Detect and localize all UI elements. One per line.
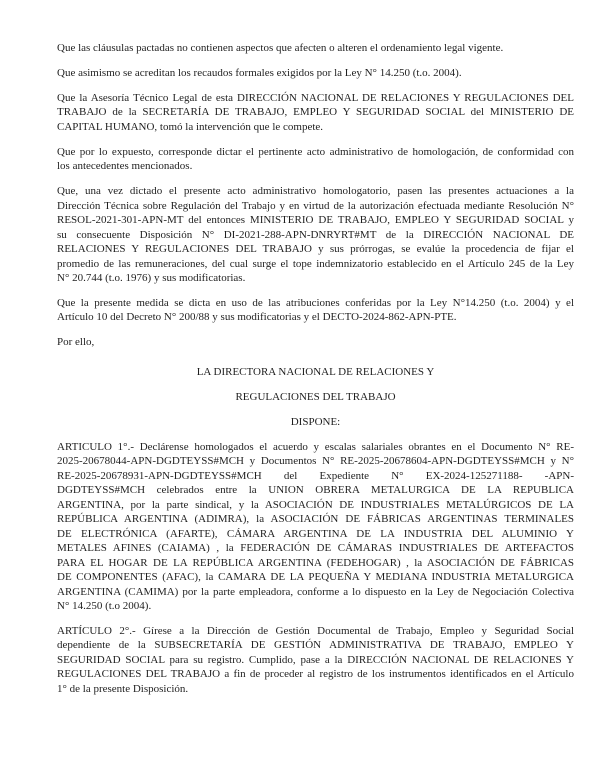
authority-heading: [57, 390, 574, 405]
text-line: SEGURIDAD SOCIAL para su registro. Cumplido, pase a la DIRECCIÓN NACIONAL DE RELACIONES Y: [57, 653, 574, 666]
text-line: N° 20.744 (t.o. 1976) y sus modificatorias.: [57, 272, 246, 285]
recital-paragraph: [57, 184, 574, 286]
text-line: Artículo 10 del Decreto N° 200/88 y sus modificatorias y el DECTO-2024-862-APN-PTE.: [57, 311, 457, 324]
recital-paragraph: [57, 145, 574, 174]
article-2-paragraph: [57, 624, 574, 697]
text-line: Que las cláusulas pactadas no contienen aspectos que afecten o alteren el ordenamiento legal vigente.: [57, 42, 504, 54]
text-line: su consecuente Disposición N° DI-2021-288-APN-DNRYRT#MT de la DIRECCIÓN NACIONAL DE: [57, 228, 574, 241]
text-line: DE ELECTRÓNICA (AFARTE), CÁMARA ARGENTINA DE LA INDUSTRIA DEL ALUMINIO Y: [57, 527, 574, 540]
text-line: Que asimismo se acreditan los recaudos formales exigidos por la Ley N° 14.250 (t.o. 2004).: [57, 66, 462, 79]
text-line: RESOL-2021-301-APN-MT del entonces MINISTERIO DE TRABAJO, EMPLEO Y SEGURIDAD SOCIAL y: [57, 214, 574, 227]
text-line: RE-2025-20678931-APN-DGDTEYSS#MCH del Expediente N° EX-2024-125271188- -APN-: [57, 469, 574, 482]
text-line: N° 14.250 (t.o 2004).: [57, 600, 152, 613]
heading-line: REGULACIONES DEL TRABAJO: [235, 390, 396, 403]
text-line: ARGENTINA (CAMIMA) por la parte empleadora, conforme a lo dispuesto en la Ley de Negociación Colectiva: [57, 585, 574, 598]
text-line: Dirección Técnica sobre Regulación del Trabajo y en virtud de la autorización efectuada mediante Resolución N°: [57, 199, 574, 212]
text-line: 1° de la presente Disposición.: [57, 682, 189, 695]
text-line: ARTÍCULO 2°.- Gírese a la Dirección de Gestión Documental de Trabajo, Empleo y Seguridad Social: [57, 624, 574, 637]
text-line: Que por lo expuesto, corresponde dictar el pertinente acto administrativo de homologación, de conformidad con: [57, 145, 574, 158]
text-line: TRABAJO de la SECRETARÍA DE TRABAJO, EMPLEO Y SEGURIDAD SOCIAL del MINISTERIO DE: [57, 106, 574, 119]
text-line: DE COMPONENTES (AFAC), la CAMARA DE LA PEQUEÑA Y MEDIANA INDUSTRIA METALURGICA: [57, 571, 574, 584]
text-line: promedio de las remuneraciones, del cual surge el tope indemnizatorio establecido en el Artículo 245 de la Ley: [57, 257, 574, 270]
recital-paragraph: [57, 66, 574, 81]
recital-paragraph: [57, 91, 574, 135]
text-line: dependiente de la SUBSECRETARÍA DE GESTIÓN ADMINISTRATIVA DE TRABAJO, EMPLEO Y: [57, 639, 574, 652]
text-line: RELACIONES Y REGULACIONES DEL TRABAJO y sus prórrogas, se evalúe la procedencia de fijar el: [57, 243, 574, 256]
text-line: REPÚBLICA ARGENTINA (ADIMRA), la ASOCIACIÓN DE FÁBRICAS ARGENTINAS TERMINALES: [57, 513, 574, 526]
recital-paragraph: [57, 41, 574, 56]
article-1-paragraph: [57, 440, 574, 614]
text-line: CAPITAL HUMANO, tomó la intervención que le compete.: [57, 120, 324, 133]
text-line: ARGENTINA, por la parte sindical, y la ASOCIACIÓN DE INDUSTRIALES METALÚRGICOS DE LA: [57, 498, 574, 511]
text-line: 2025-20678044-APN-DGDTEYSS#MCH y Documentos N° RE-2025-20678604-APN-DGDTEYSS#MCH y N°: [57, 455, 574, 468]
text-line: Que la presente medida se dicta en uso de las atribuciones conferidas por la Ley N°14.250 (t.o. 2004) y el: [57, 296, 574, 309]
text-line: Por ello,: [57, 336, 95, 349]
authority-heading: [57, 365, 574, 380]
text-line: METALES AFINES (CAIAMA) , la FEDERACIÓN DE CÁMARAS INDUSTRIALES DE ARTEFACTOS: [57, 542, 574, 555]
text-line: los antecedentes mencionados.: [57, 160, 193, 173]
text-line: PARA EL HOGAR DE LA REPÚBLICA ARGENTINA (FEDEHOGAR) , la ASOCIACIÓN DE FÁBRICAS: [57, 556, 574, 569]
text-line: REGULACIONES DEL TRABAJO a fin de proceder al registro de los instrumentos identificados en el Artículo: [57, 668, 574, 681]
dispone-heading: [57, 415, 574, 430]
heading-line: DISPONE:: [290, 415, 341, 428]
text-line: Que, una vez dictado el presente acto administrativo homologatorio, pasen las presentes actuaciones a la: [57, 185, 574, 198]
text-line: ARTICULO 1°.- Declárense homologados el acuerdo y escalas salariales obrantes en el Documento N° RE-: [57, 440, 574, 453]
recital-paragraph: [57, 296, 574, 325]
heading-line: LA DIRECTORA NACIONAL DE RELACIONES Y: [196, 365, 435, 378]
text-line: Que la Asesoría Técnico Legal de esta DIRECCIÓN NACIONAL DE RELACIONES Y REGULACIONES DEL: [57, 91, 574, 104]
por-ello-paragraph: [57, 335, 574, 350]
text-line: DGDTEYSS#MCH celebrados entre la UNION OBRERA METALURGICA DE LA REPUBLICA: [57, 484, 574, 497]
